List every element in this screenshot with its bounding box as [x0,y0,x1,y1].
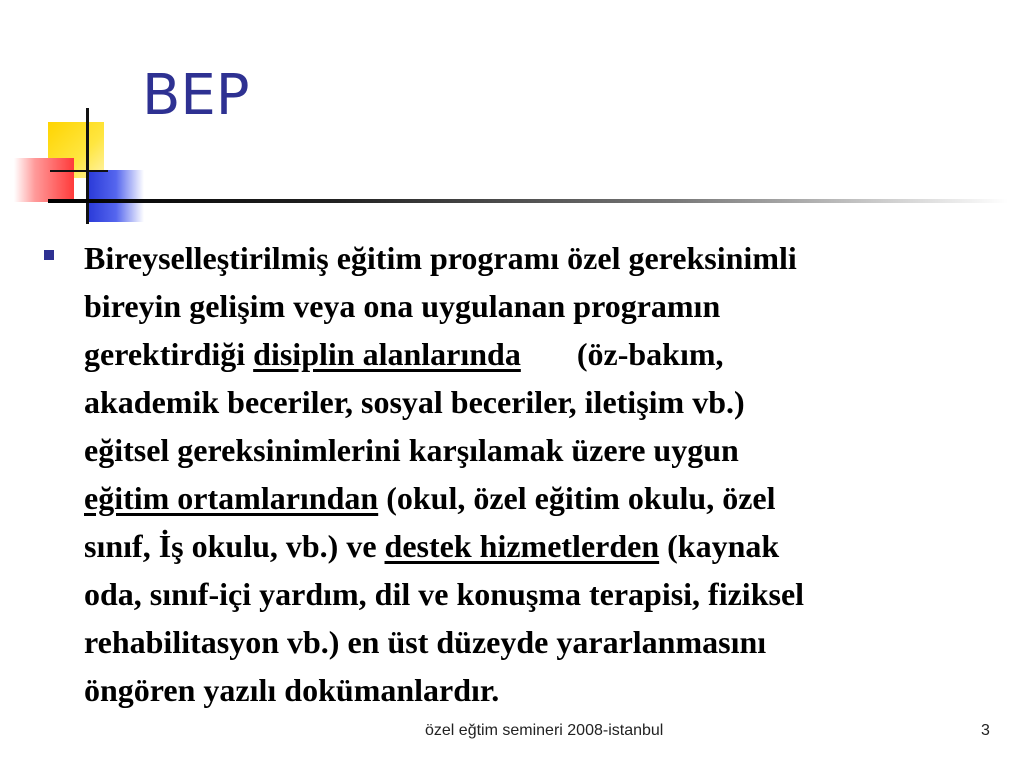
bullet-text-line [84,522,994,570]
footer-text: özel eğtim semineri 2008-istanbul [425,722,664,739]
bullet-list [44,234,994,714]
vertical-rule-decoration [86,108,89,224]
text-segment: Bireyselleştirilmiş eğitim programı özel gereksinimli [84,240,797,276]
slide-title: BEP [142,63,250,128]
text-segment: rehabilitasyon vb.) en üst düzeyde yararlanmasını [84,624,767,660]
bullet-text-line [84,570,994,618]
bullet-text-line [84,282,994,330]
short-rule-decoration [50,170,108,172]
underlined-term: destek hizmetlerden [384,528,660,564]
text-segment: öngören yazılı dokümanlardır. [84,672,500,708]
text-segment: (kaynak [659,528,780,564]
bullet-text-line [84,234,994,282]
red-square-decoration [14,158,74,202]
bullet-text-line [84,426,994,474]
bullet-text-line [84,378,994,426]
text-segment: gerektirdiği [84,336,254,372]
title-underline-rule [48,199,1008,203]
bullet-text [84,234,994,714]
blue-square-decoration [88,170,144,222]
text-segment: (öz-bakım, [576,336,724,372]
bullet-text-line [84,666,994,714]
text-segment: sınıf, İş okulu, vb.) ve [84,528,385,564]
bullet-text-line [84,474,994,522]
bullet-square-icon [44,250,54,260]
bullet-text-line [84,618,994,666]
underlined-term: eğitim ortamlarından [84,480,379,516]
text-segment: bireyin gelişim veya ona uygulanan programın [84,288,721,324]
text-segment: eğitsel gereksinimlerini karşılamak üzere uygun [84,432,739,468]
bullet-text-line [84,330,994,378]
text-segment: oda, sınıf-içi yardım, dil ve konuşma terapisi, fiziksel [84,576,805,612]
text-segment: (okul, özel eğitim okulu, özel [378,480,776,516]
page-number: 3 [981,722,990,739]
underlined-term: disiplin alanlarında [253,336,521,372]
text-segment: akademik beceriler, sosyal beceriler, iletişim vb.) [84,384,745,420]
